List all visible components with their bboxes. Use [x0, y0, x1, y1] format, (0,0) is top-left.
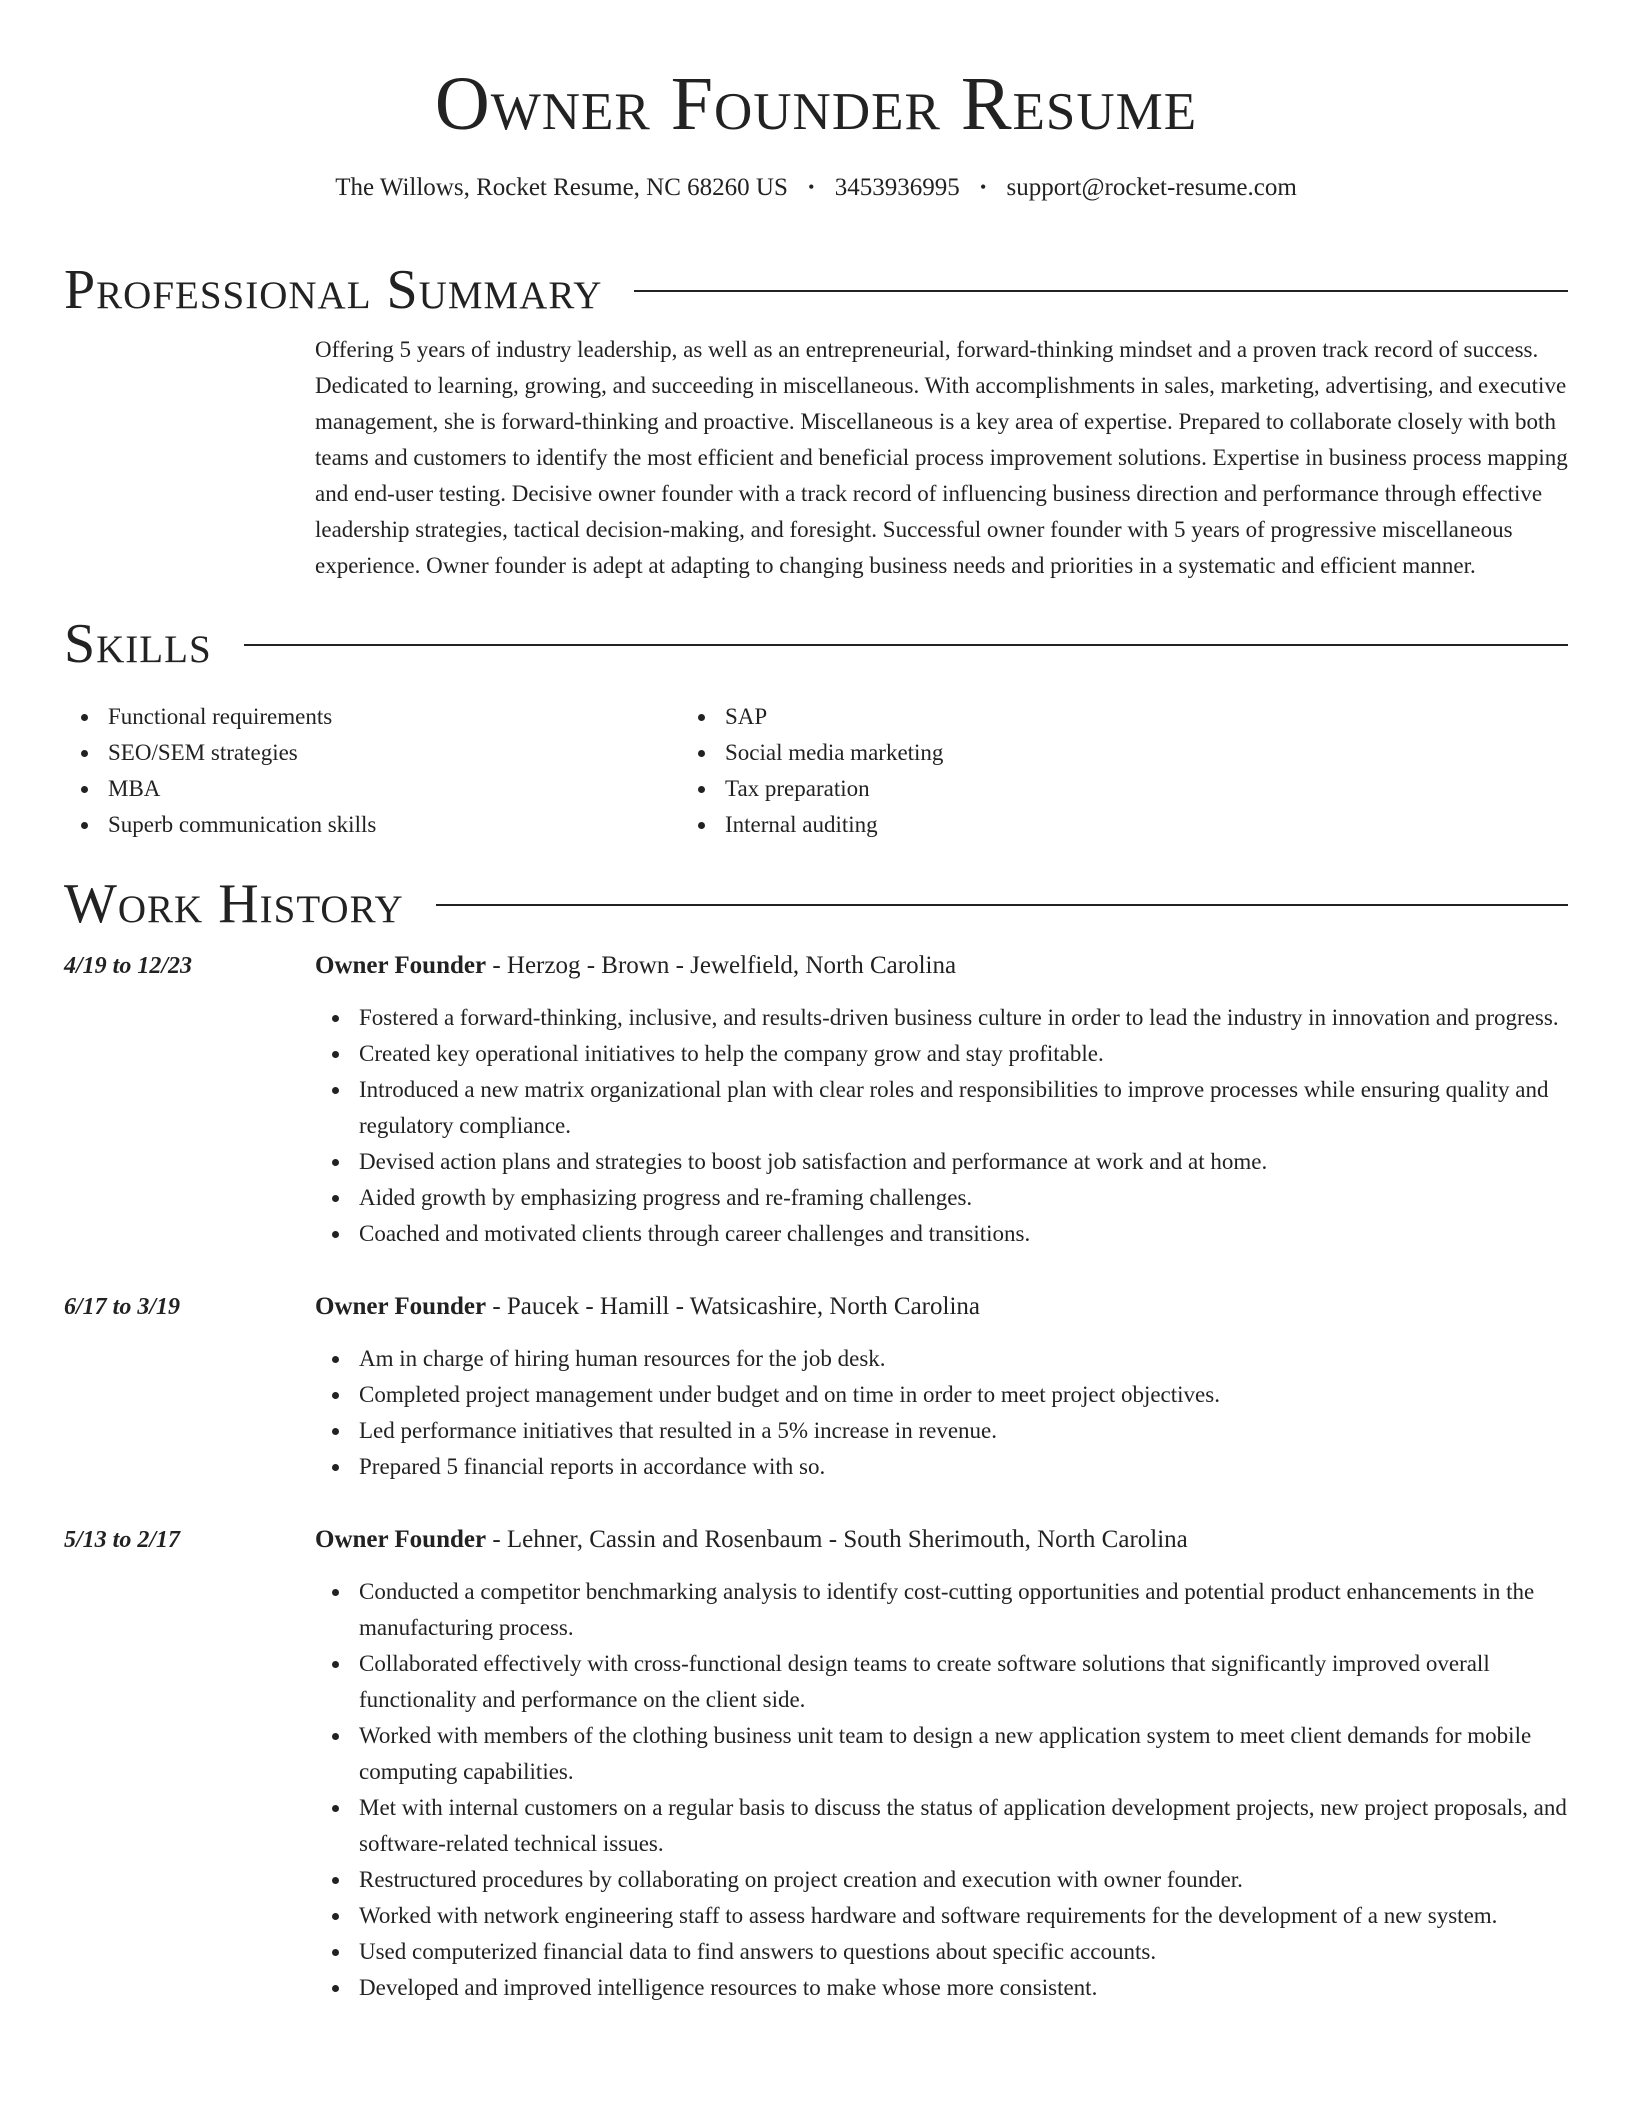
contact-separator: • [979, 177, 987, 197]
skill-item: SAP [681, 699, 1568, 735]
skill-item: Social media marketing [681, 735, 1568, 771]
job-entry [64, 948, 1568, 1252]
job-bullet: Used computerized financial data to find answers to questions about specific accounts. [315, 1934, 1568, 1970]
work-section-header [64, 874, 1568, 934]
job-title: Owner Founder [315, 1293, 487, 1320]
job-bullet: Collaborated effectively with cross-functional design teams to create software solutions that significantly improved overall functionality and performance on the client side. [315, 1646, 1568, 1718]
job-bullet: Am in charge of hiring human resources for the job desk. [315, 1341, 1568, 1377]
contact-line [64, 170, 1568, 205]
job-bullet: Fostered a forward-thinking, inclusive, and results-driven business culture in order to lead the industry in innovation and progress. [315, 1000, 1568, 1036]
job-heading [315, 1522, 1568, 1558]
job-bullet: Devised action plans and strategies to boost job satisfaction and performance at work and at home. [315, 1144, 1568, 1180]
skill-item: Internal auditing [681, 807, 1568, 843]
resume-title: Owner Founder Resume [434, 62, 1198, 146]
job-bullet: Led performance initiatives that resulted in a 5% increase in revenue. [315, 1413, 1568, 1449]
summary-section-header [64, 260, 1568, 320]
skill-item: MBA [64, 771, 681, 807]
skill-item: Superb communication skills [64, 807, 681, 843]
resume-page [64, 0, 1568, 2006]
job-bullet: Completed project management under budget and on time in order to meet project objectives. [315, 1377, 1568, 1413]
job-employer: - Paucek - Hamill - Watsicashire, North Carolina [486, 1293, 980, 1320]
job-dates: 5/13 to 2/17 [64, 1527, 181, 1553]
section-divider [436, 904, 1568, 906]
summary-heading: Professional Summary [64, 259, 603, 321]
work-heading: Work History [64, 873, 404, 935]
job-bullet: Aided growth by emphasizing progress and re-framing challenges. [315, 1180, 1568, 1216]
skill-item: SEO/SEM strategies [64, 735, 681, 771]
job-bullet: Restructured procedures by collaborating on project creation and execution with owner founder. [315, 1862, 1568, 1898]
job-bullet: Worked with members of the clothing business unit team to design a new application system to meet client demands for mobile computing capabilities. [315, 1718, 1568, 1790]
job-bullets [315, 1341, 1568, 1485]
job-title: Owner Founder [315, 952, 487, 979]
contact-email: support@rocket-resume.com [1006, 174, 1297, 201]
job-bullet: Created key operational initiatives to help the company grow and stay profitable. [315, 1036, 1568, 1072]
job-bullet: Worked with network engineering staff to assess hardware and software requirements for the development of a new system. [315, 1898, 1568, 1934]
skills-list-left [64, 699, 681, 843]
job-employer: - Herzog - Brown - Jewelfield, North Carolina [486, 952, 957, 979]
contact-separator: • [808, 177, 815, 197]
job-bullets [315, 1000, 1568, 1252]
contact-address: The Willows, Rocket Resume, NC 68260 US [335, 174, 788, 201]
job-dates: 6/17 to 3/19 [64, 1294, 181, 1320]
job-title: Owner Founder [315, 1526, 487, 1553]
section-divider [634, 290, 1568, 292]
job-employer: - Lehner, Cassin and Rosenbaum - South Sherimouth, North Carolina [486, 1526, 1188, 1553]
job-bullet: Conducted a competitor benchmarking analysis to identify cost-cutting opportunities and potential product enhancements in the manufacturing process. [315, 1574, 1568, 1646]
job-dates: 4/19 to 12/23 [64, 953, 193, 979]
job-bullet: Coached and motivated clients through career challenges and transitions. [315, 1216, 1568, 1252]
contact-phone: 3453936995 [834, 174, 960, 201]
skills-list-right [681, 699, 1568, 843]
job-entry [64, 1289, 1568, 1485]
summary-body [315, 332, 1568, 584]
job-bullet: Prepared 5 financial reports in accordance with so. [315, 1449, 1568, 1485]
skills-section-header [64, 614, 1568, 674]
job-bullets [315, 1574, 1568, 2006]
section-divider [244, 644, 1568, 646]
skills-heading: Skills [64, 613, 212, 675]
job-bullet: Introduced a new matrix organizational plan with clear roles and responsibilities to improve processes while ensuring quality and regulatory compliance. [315, 1072, 1568, 1144]
skill-item: Functional requirements [64, 699, 681, 735]
skill-item: Tax preparation [681, 771, 1568, 807]
job-heading [315, 948, 1568, 984]
job-bullet: Developed and improved intelligence resources to make whose more consistent. [315, 1970, 1568, 2006]
job-bullet: Met with internal customers on a regular basis to discuss the status of application development projects, new project proposals, and software-related technical issues. [315, 1790, 1568, 1862]
job-entry [64, 1522, 1568, 2006]
job-heading [315, 1289, 1568, 1325]
skills-grid [64, 699, 1568, 843]
summary-text: Offering 5 years of industry leadership, as well as an entrepreneurial, forward-thinking mindset and a proven track record of success. Dedicated to learning, growing, and succeeding in miscellaneous. With accomplishments in sales, marketing, advertising, and executive management, she is forward-thinking and proactive. Miscellaneous is a key area of expertise. Prepared to collaborate closely with both teams and customers to identify the most efficient and beneficial process improvement solutions. Expertise in business process mapping and end-user testing. Decisive owner founder with a track record of influencing business direction and performance through effective leadership strategies, tactical decision-making, and foresight. Successful owner founder with 5 years of progressive miscellaneous experience. Owner founder is adept at adapting to changing business needs and priorities in a systematic and efficient manner. [315, 337, 1568, 578]
